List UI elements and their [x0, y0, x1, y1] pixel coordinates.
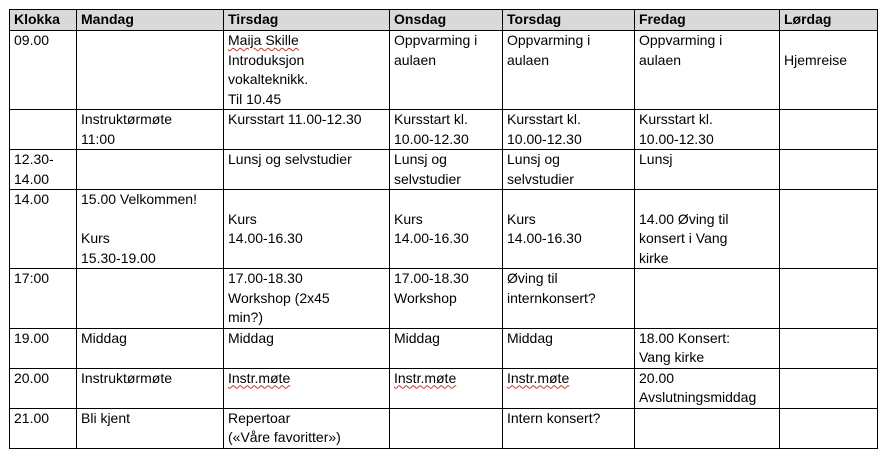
cell-lordag: [780, 190, 878, 269]
cell-fredag: [635, 408, 780, 448]
cell-text-line: Avslutningsmiddag: [639, 389, 757, 405]
cell-torsdag: [503, 368, 635, 408]
schedule-row: [10, 110, 878, 150]
schedule-row: [10, 368, 878, 408]
cell-tirsdag: [224, 368, 390, 408]
cell-text-line: Instruktørmøte: [81, 111, 173, 127]
cell-mandag: [77, 269, 224, 329]
cell-torsdag: [503, 31, 635, 110]
time-cell: [10, 110, 77, 150]
cell-text-line: Workshop: [394, 289, 457, 306]
cell-tirsdag: [224, 328, 390, 368]
cell-text-line: Instr.møte: [507, 369, 570, 386]
cell-torsdag: [503, 328, 635, 368]
cell-fredag: [635, 110, 780, 150]
blank-line: [784, 31, 873, 51]
cell-text-line: Lunsj og: [507, 151, 560, 167]
header-torsdag: Torsdag: [503, 10, 635, 31]
header-lordag: Lørdag: [780, 10, 878, 31]
cell-mandag: [77, 408, 224, 448]
cell-onsdag: [390, 31, 503, 110]
cell-torsdag: [503, 269, 635, 329]
cell-text-line: Bli kjent: [81, 409, 131, 426]
cell-text-line: Lunsj og selvstudier: [228, 151, 352, 167]
cell-text-line: 17.00-18.30: [394, 270, 469, 286]
cell-text-line: Til 10.45: [228, 90, 282, 107]
cell-tirsdag: [224, 269, 390, 329]
time-cell: [10, 31, 77, 110]
cell-text-line: 20.00: [639, 369, 675, 386]
cell-tirsdag: [224, 31, 390, 110]
cell-lordag: [780, 408, 878, 448]
cell-text-line: vokalteknikk.: [228, 71, 309, 87]
cell-text-line: Instr.møte: [228, 369, 291, 386]
cell-onsdag: [390, 269, 503, 329]
cell-text-line: Vang kirke: [639, 349, 705, 365]
cell-torsdag: [503, 190, 635, 269]
cell-text-line: Kurs: [81, 230, 110, 246]
cell-text-line: Kurs: [228, 210, 257, 227]
cell-text-line: Repertoar: [228, 409, 291, 426]
time-cell: [10, 150, 77, 190]
cell-mandag: [77, 110, 224, 150]
cell-text-line: Kursstart kl.: [507, 111, 581, 127]
cell-text-line: kirke: [639, 249, 669, 266]
cell-text-line: 17:00: [14, 270, 50, 286]
cell-torsdag: [503, 150, 635, 190]
cell-text-line: 14.00 Øving til: [639, 210, 729, 227]
cell-text-line: 10.00-12.30: [507, 130, 582, 147]
cell-text-line: 14.00: [14, 191, 50, 207]
schedule-row: [10, 269, 878, 329]
cell-text-line: 17.00-18.30: [228, 270, 303, 286]
time-cell: [10, 269, 77, 329]
cell-text-line: aulaen: [639, 51, 682, 68]
schedule-table: [9, 9, 878, 449]
schedule-body: [10, 31, 878, 449]
cell-mandag: [77, 150, 224, 190]
blank-line: [507, 190, 630, 210]
schedule-row: [10, 31, 878, 110]
cell-lordag: [780, 150, 878, 190]
header-tirsdag: Tirsdag: [224, 10, 390, 31]
cell-tirsdag: [224, 110, 390, 150]
cell-text-line: aulaen: [507, 51, 550, 68]
cell-mandag: [77, 368, 224, 408]
cell-text-line: Intern konsert?: [507, 409, 601, 426]
cell-text-line: Oppvarming i: [394, 32, 478, 48]
cell-onsdag: [390, 368, 503, 408]
header-fredag: Fredag: [635, 10, 780, 31]
cell-mandag: [77, 190, 224, 269]
cell-text-line: 09.00: [14, 32, 50, 48]
cell-text-line: 15.30-19.00: [81, 249, 156, 266]
cell-text-line: 21.00: [14, 409, 50, 426]
cell-onsdag: [390, 110, 503, 150]
cell-fredag: [635, 328, 780, 368]
cell-fredag: [635, 368, 780, 408]
time-cell: [10, 408, 77, 448]
header-klokka: Klokka: [10, 10, 77, 31]
cell-text-line: konsert i Vang: [639, 230, 728, 246]
cell-fredag: [635, 150, 780, 190]
cell-text-line: 15.00 Velkommen!: [81, 191, 197, 207]
cell-text-line: 14.00-16.30: [507, 230, 582, 246]
schedule-row: [10, 328, 878, 368]
cell-text-line: Kursstart 11.00-12.30: [228, 111, 362, 127]
cell-lordag: [780, 368, 878, 408]
cell-text-line: selvstudier: [394, 170, 461, 187]
cell-fredag: [635, 190, 780, 269]
time-cell: [10, 328, 77, 368]
cell-lordag: [780, 328, 878, 368]
cell-text-line: min?): [228, 309, 264, 325]
cell-text-line: 14.00-16.30: [228, 230, 303, 246]
cell-onsdag: [390, 190, 503, 269]
cell-text-line: Instr.møte: [394, 369, 457, 386]
cell-text-line: Hjemreise: [784, 51, 848, 68]
cell-mandag: [77, 328, 224, 368]
cell-text-line: 12.30-: [14, 151, 54, 167]
cell-text-line: Instruktørmøte: [81, 369, 173, 386]
cell-text-line: Middag: [507, 329, 553, 346]
blank-line: [394, 190, 498, 210]
cell-text-line: 19.00: [14, 329, 50, 346]
cell-torsdag: [503, 110, 635, 150]
cell-text-line: Kursstart kl.: [394, 111, 468, 127]
cell-text-line: selvstudier: [507, 170, 574, 187]
cell-mandag: [77, 31, 224, 110]
header-mandag: Mandag: [77, 10, 224, 31]
cell-text-line: 14.00-16.30: [394, 230, 469, 246]
cell-text-line: Oppvarming i: [639, 32, 723, 48]
cell-text-line: Middag: [81, 329, 127, 346]
cell-text-line: 10.00-12.30: [394, 130, 469, 147]
schedule-row: [10, 408, 878, 448]
cell-text-line: Oppvarming i: [507, 32, 591, 48]
cell-text-line: Lunsj: [639, 151, 673, 167]
cell-onsdag: [390, 150, 503, 190]
cell-text-line: Kurs: [507, 210, 536, 227]
cell-onsdag: [390, 328, 503, 368]
header-onsdag: Onsdag: [390, 10, 503, 31]
schedule-header: [10, 10, 878, 31]
blank-line: [228, 190, 385, 210]
cell-fredag: [635, 31, 780, 110]
cell-text-line: internkonsert?: [507, 289, 596, 306]
cell-tirsdag: [224, 190, 390, 269]
cell-torsdag: [503, 408, 635, 448]
blank-line: [639, 190, 775, 210]
cell-text-line: 18.00 Konsert:: [639, 329, 731, 346]
cell-text-line: aulaen: [394, 51, 437, 68]
time-cell: [10, 368, 77, 408]
schedule-row: [10, 150, 878, 190]
cell-text-line: 20.00: [14, 369, 50, 386]
cell-tirsdag: [224, 408, 390, 448]
schedule-row: [10, 190, 878, 269]
cell-tirsdag: [224, 150, 390, 190]
cell-lordag: [780, 31, 878, 110]
cell-text-line: Introduksjon: [228, 51, 305, 68]
cell-text-line: Maija Skille: [228, 32, 299, 48]
cell-text-line: Lunsj og: [394, 151, 447, 167]
cell-text-line: («Våre favoritter»): [228, 429, 341, 445]
cell-text-line: 11:00: [81, 130, 115, 147]
cell-text-line: Øving til: [507, 270, 558, 286]
cell-text-line: Workshop (2x45: [228, 289, 330, 306]
cell-text-line: Kurs: [394, 210, 423, 227]
time-cell: [10, 190, 77, 269]
cell-fredag: [635, 269, 780, 329]
cell-text-line: 14.00: [14, 170, 50, 187]
cell-text-line: Middag: [394, 329, 440, 346]
cell-onsdag: [390, 408, 503, 448]
header-row: [10, 10, 878, 31]
cell-text-line: Middag: [228, 329, 274, 346]
cell-text-line: 10.00-12.30: [639, 130, 714, 147]
blank-line: [81, 210, 219, 230]
cell-lordag: [780, 269, 878, 329]
cell-lordag: [780, 110, 878, 150]
cell-text-line: Kursstart kl.: [639, 111, 713, 127]
